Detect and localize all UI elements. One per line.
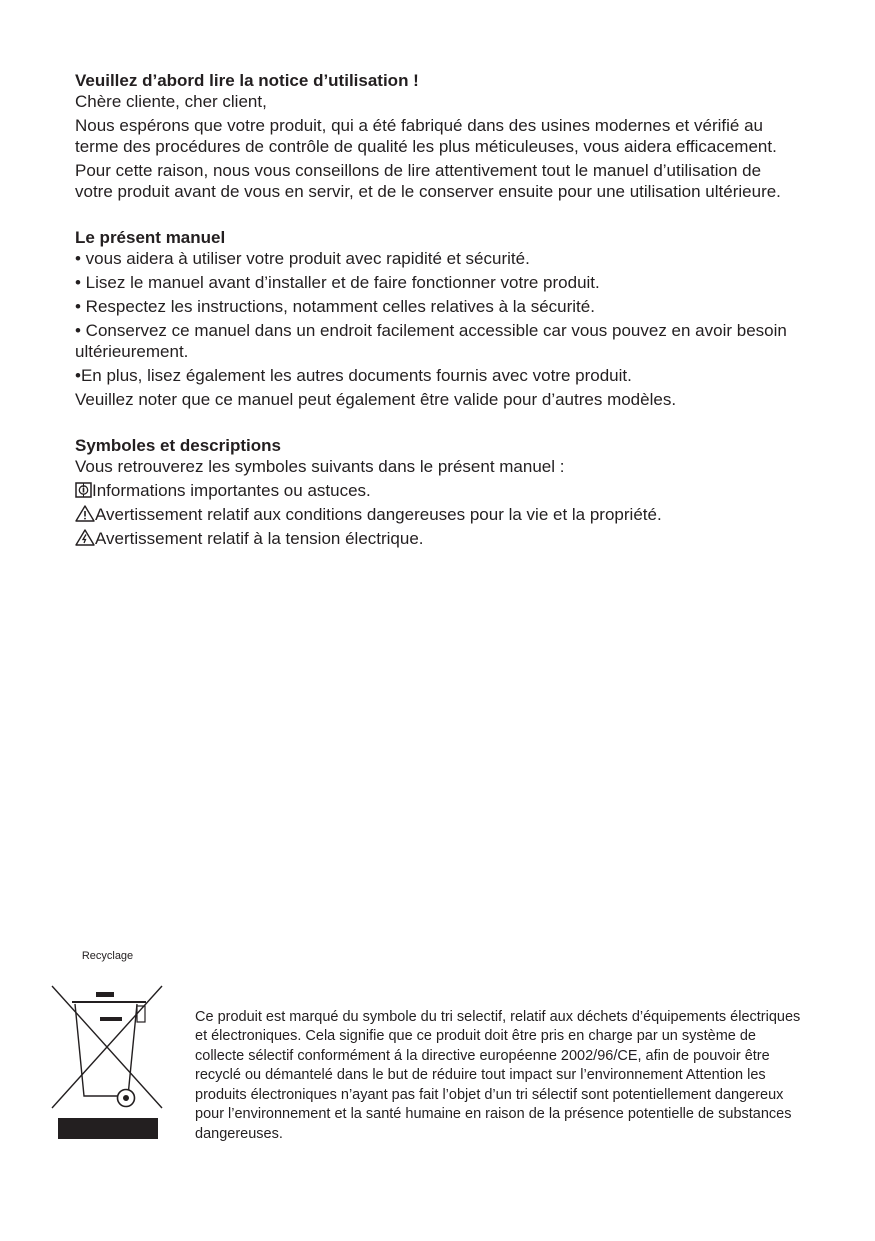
warning-voltage-icon xyxy=(75,529,95,546)
list-item: • vous aidera à utiliser votre produit avec rapidité et sécurité. xyxy=(75,249,530,268)
list-item: •En plus, lisez également les autres documents fournis avec votre produit. xyxy=(75,366,632,385)
greeting: Chère cliente, cher client, xyxy=(75,92,267,111)
symbol-voltage-row xyxy=(75,528,795,549)
list-item: • Lisez le manuel avant d’installer et de faire fonctionner votre produit. xyxy=(75,273,600,292)
recycling-symbol xyxy=(50,950,165,1145)
symbol-voltage-text: Avertissement relatif à la tension électrique. xyxy=(95,529,424,548)
warning-triangle-icon xyxy=(75,505,95,522)
list-item: • Respectez les instructions, notamment celles relatives à la sécurité. xyxy=(75,297,595,316)
document-body xyxy=(75,70,795,552)
symbols-intro: Vous retrouverez les symboles suivants dans le présent manuel : xyxy=(75,457,565,476)
recycling-text: Ce produit est marqué du symbole du tri selectif, relatif aux déchets d’équipements électriques et électroniques. Cela signifie que ce produit doit être pris en charge par un système de collecte sélectif conformément á la directive européenne 2002/96/CE, afin de pouvoir être recyclé ou démantelé dans le but de réduire tout impact sur l’environnement Attention les produits électroniques n’ayant pas fait l’objet d’un tri sélectif sont potentiellement dangereux pour l’environnement et la santé humaine en raison de la présence potentielle de substances dangereuses. xyxy=(195,1008,801,1142)
intro-heading: Veuillez d’abord lire la notice d’utilisation ! xyxy=(75,71,419,90)
symbols-heading: Symboles et descriptions xyxy=(75,436,281,455)
crossed-bin-icon xyxy=(50,968,165,1140)
intro-paragraph-2: Pour cette raison, nous vous conseillons de lire attentivement tout le manuel d’utilisation de votre produit avant de vous en servir, et de le conserver ensuite pour une utilisation ultérieure. xyxy=(75,161,781,201)
list-item: • Conservez ce manuel dans un endroit facilement accessible car vous pouvez en avoir besoin ultérieurement. xyxy=(75,321,787,361)
manual-heading: Le présent manuel xyxy=(75,228,226,247)
recycling-label: Recyclage xyxy=(81,950,134,962)
info-book-icon xyxy=(75,482,92,498)
symbol-info-row xyxy=(75,480,795,501)
intro-paragraph-1: Nous espérons que votre produit, qui a été fabriqué dans des usines modernes et vérifié au terme des procédures de contrôle de qualité les plus méticuleuses, vous aidera efficacement. xyxy=(75,116,777,156)
symbol-info-text: Informations importantes ou astuces. xyxy=(92,481,371,500)
manual-note: Veuillez noter que ce manuel peut également être valide pour d’autres modèles. xyxy=(75,390,677,409)
symbol-danger-text: Avertissement relatif aux conditions dangereuses pour la vie et la propriété. xyxy=(95,505,662,524)
symbol-danger-row xyxy=(75,504,795,525)
